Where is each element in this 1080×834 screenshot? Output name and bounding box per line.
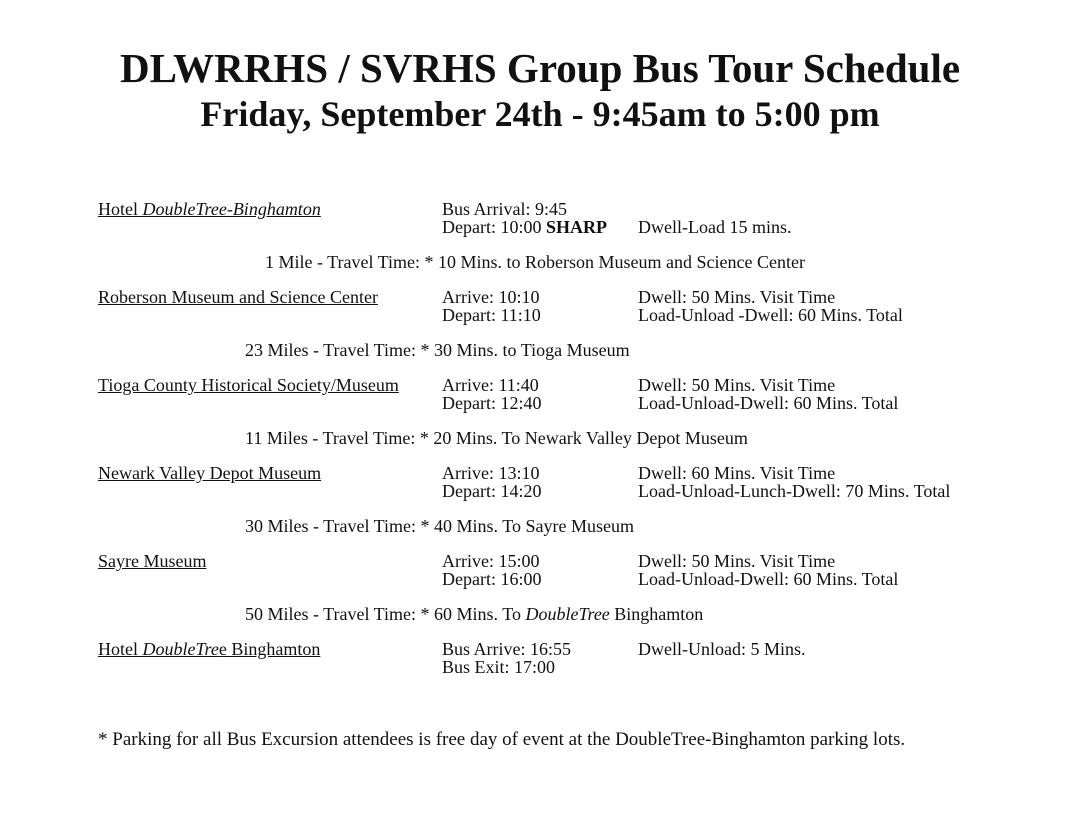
depart-text: Depart: 10:00: [442, 217, 546, 237]
stop-depart-time: [442, 218, 607, 236]
page-title: DLWRRHS / SVRHS Group Bus Tour Schedule: [119, 45, 961, 91]
stop-exit-time: Bus Exit: 17:00: [442, 657, 556, 677]
stop-arrival-time: Bus Arrival: 9:45: [442, 199, 567, 219]
stop-name-newark-valley: Newark Valley Depot Museum: [98, 463, 322, 483]
stop-total-note: Load-Unload -Dwell: 60 Mins. Total: [638, 305, 903, 325]
stop-name-prefix: Hotel: [98, 199, 143, 219]
stop-depart-time: Depart: 12:40: [442, 393, 542, 413]
stop-dwell-note: Dwell: 50 Mins. Visit Time: [638, 551, 836, 571]
stop-depart-time: Depart: 11:10: [442, 305, 541, 325]
travel-leg: 30 Miles - Travel Time: * 40 Mins. To Sayre Museum: [245, 516, 634, 536]
stop-depart-time: Depart: 16:00: [442, 569, 542, 589]
stop-name-hotel-start: [98, 200, 321, 218]
stop-total-note: Load-Unload-Dwell: 60 Mins. Total: [638, 393, 899, 413]
stop-depart-time: Depart: 14:20: [442, 481, 542, 501]
stop-arrive-time: Arrive: 13:10: [442, 463, 540, 483]
stop-dwell-note: Dwell-Unload: 5 Mins.: [638, 639, 806, 659]
stop-arrive-time: Bus Arrive: 16:55: [442, 639, 571, 659]
page-subtitle: Friday, September 24th - 9:45am to 5:00 pm: [200, 94, 880, 134]
stop-dwell-note: Dwell: 60 Mins. Visit Time: [638, 463, 836, 483]
stop-total-note: Load-Unload-Dwell: 60 Mins. Total: [638, 569, 899, 589]
stop-name-prefix: Hotel: [98, 639, 143, 659]
travel-leg: [245, 605, 703, 623]
travel-leg: 1 Mile - Travel Time: * 10 Mins. to Roberson Museum and Science Center: [265, 252, 805, 272]
stop-name-suffix: e Binghamton: [218, 639, 321, 659]
stop-name-sayre: Sayre Museum: [98, 551, 207, 571]
stop-name-italic: DoubleTree-Binghamton: [142, 199, 321, 219]
stop-total-note: Load-Unload-Lunch-Dwell: 70 Mins. Total: [638, 481, 951, 501]
stop-arrive-time: Arrive: 11:40: [442, 375, 539, 395]
stop-name-hotel-end: [98, 640, 320, 658]
travel-text-end: Binghamton: [609, 604, 704, 624]
stop-arrive-time: Arrive: 15:00: [442, 551, 540, 571]
travel-text: 50 Miles - Travel Time: * 60 Mins. To: [245, 604, 526, 624]
stop-arrive-time: Arrive: 10:10: [442, 287, 540, 307]
stop-dwell-note: Dwell-Load 15 mins.: [638, 217, 792, 237]
stop-name-tioga: Tioga County Historical Society/Museum: [98, 375, 399, 395]
travel-leg: 23 Miles - Travel Time: * 30 Mins. to Tioga Museum: [245, 340, 630, 360]
travel-leg: 11 Miles - Travel Time: * 20 Mins. To Newark Valley Depot Museum: [245, 428, 748, 448]
parking-footnote: * Parking for all Bus Excursion attendees is free day of event at the DoubleTree-Binghamton parking lots.: [98, 729, 906, 750]
stop-dwell-note: Dwell: 50 Mins. Visit Time: [638, 287, 836, 307]
travel-italic: DoubleTree: [525, 604, 610, 624]
stop-name-roberson: Roberson Museum and Science Center: [98, 287, 378, 307]
stop-name-italic: DoubleTre: [142, 639, 219, 659]
stop-dwell-note: Dwell: 50 Mins. Visit Time: [638, 375, 836, 395]
depart-sharp-emphasis: SHARP: [545, 217, 607, 237]
